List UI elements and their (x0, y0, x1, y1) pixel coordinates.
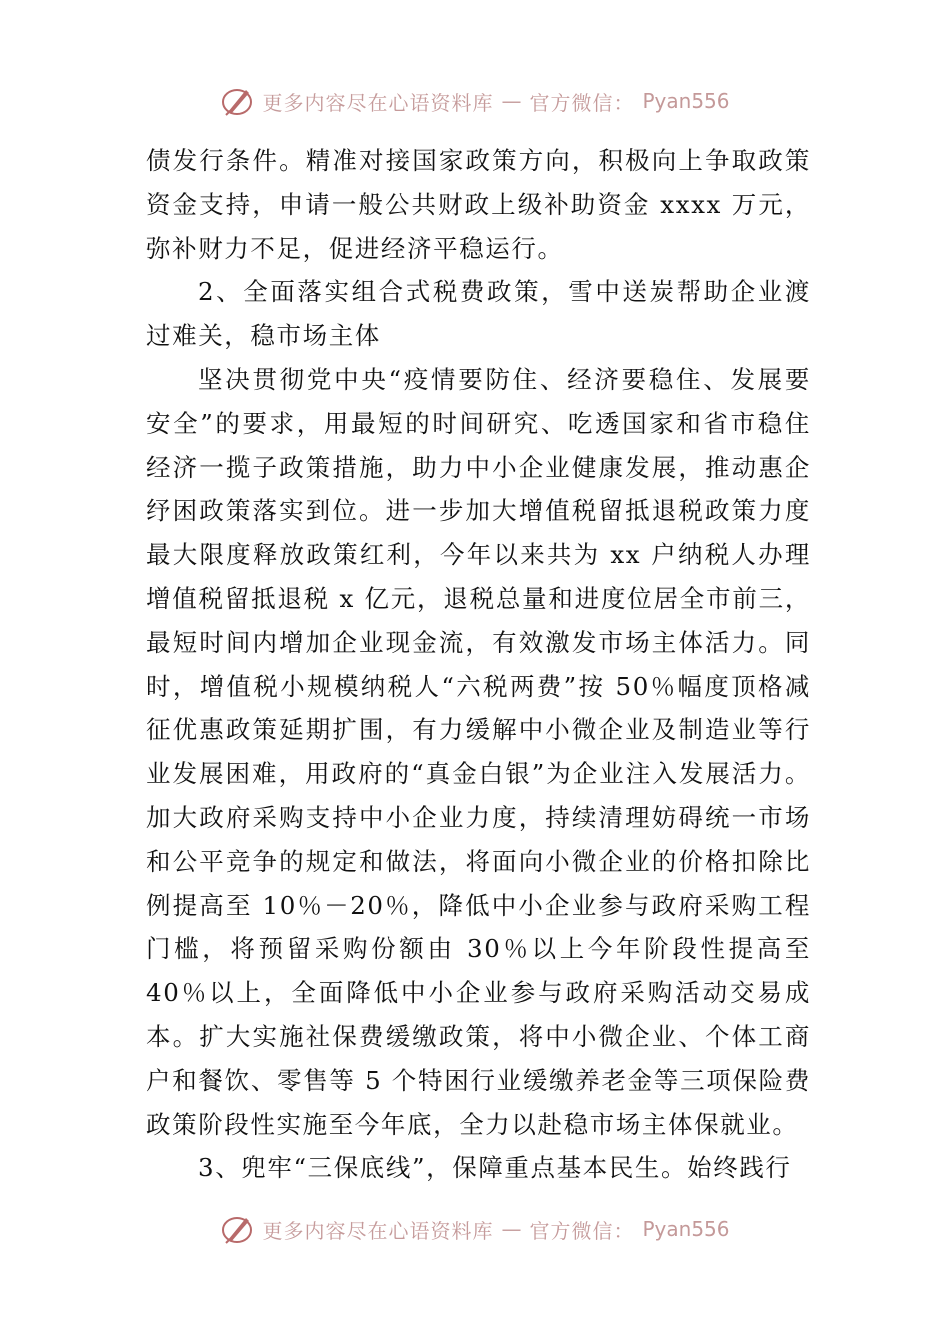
footer-watermark (0, 1206, 950, 1252)
watermark-separator: — (501, 89, 522, 113)
watermark-brand: 更多内容尽在心语资料库 (262, 1218, 494, 1243)
watermark-separator: — (501, 1217, 522, 1241)
watermark-handle: Pyan556 (642, 1217, 730, 1241)
section-heading-3: 3、兜牢“三保底线”，保障重点基本民生。始终践行 (198, 1153, 792, 1183)
watermark-contact: 官方微信： (529, 1218, 635, 1243)
paragraph-continuation: 债发行条件。精准对接国家政策方向，积极向上争取政策资金支持，申请一般公共财政上级补助资金 xxxx 万元，弥补财力不足，促进经济平稳运行。 (146, 146, 811, 263)
quill-pen-logo-icon (220, 1212, 254, 1246)
watermark-handle: Pyan556 (642, 89, 730, 113)
document-body (146, 139, 811, 1190)
section-heading-2: 2、全面落实组合式税费政策，雪中送炭帮助企业渡过难关，稳市场主体 (146, 277, 811, 351)
quill-pen-logo-icon (220, 84, 254, 118)
paragraph-tax-policy: 坚决贯彻党中央“疫情要防住、经济要稳住、发展要安全”的要求，用最短的时间研究、吃透国家和省市稳住经济一揽子政策措施，助力中小企业健康发展，推动惠企纾困政策落实到位。进一步加大增值税留抵退税政策力度最大限度释放政策红利，今年以来共为 xx 户纳税人办理增值税留抵退税 x 亿元，退税总量和进度位居全市前三，最短时间内增加企业现金流，有效激发市场主体活力。同时，增值税小规模纳税人“六税两费”按 50％幅度顶格减征优惠政策延期扩围，有力缓解中小微企业及制造业等行业发展困难，用政府的“真金白银”为企业注入发展活力。加大政府采购支持中小企业力度，持续清理妨碍统一市场和公平竞争的规定和做法，将面向小微企业的价格扣除比例提高至 10％－20％，降低中小企业参与政府采购工程门槛，将预留采购份额由 30％以上今年阶段性提高至 40％以上，全面降低中小企业参与政府采购活动交易成本。扩大实施社保费缓缴政策，将中小微企业、个体工商户和餐饮、零售等 5 个特困行业缓缴养老金等三项保险费政策阶段性实施至今年底，全力以赴稳市场主体保就业。 (146, 364, 811, 1139)
watermark-brand: 更多内容尽在心语资料库 (262, 90, 494, 115)
watermark-contact: 官方微信： (529, 90, 635, 115)
header-watermark (0, 78, 950, 124)
